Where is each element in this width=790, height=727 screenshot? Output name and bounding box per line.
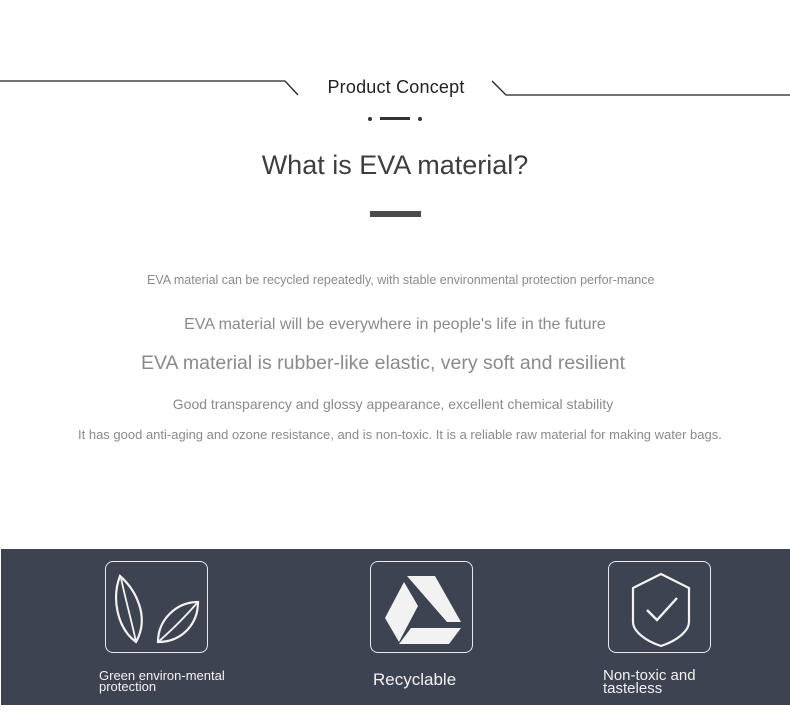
features-band xyxy=(1,549,790,705)
paragraph-elastic: EVA material is rubber-like elastic, very soft and resilient xyxy=(140,352,626,374)
leaves-icon xyxy=(106,562,209,654)
paragraph-transparency: Good transparency and glossy appearance, excellent chemical stability xyxy=(172,396,614,412)
decor-dot-left xyxy=(368,117,372,121)
paragraph-recycled: EVA material can be recycled repeatedly, with stable environmental protection perfor-mance xyxy=(147,273,655,287)
feature-recyclable-label: Recyclable xyxy=(373,670,457,689)
decor-dot-right xyxy=(418,117,422,121)
shield-check-icon xyxy=(609,562,712,654)
feature-green-label: Green environ-mental protection xyxy=(99,668,225,694)
decor-dash xyxy=(380,117,410,120)
feature-nontoxic-box xyxy=(608,561,711,653)
feature-recyclable-box xyxy=(370,561,473,653)
feature-green-box xyxy=(105,561,208,653)
feature-nontoxic-label: Non-toxic and tasteless xyxy=(603,667,696,697)
section-title: Product Concept xyxy=(327,77,465,97)
paragraph-future: EVA material will be everywhere in people's life in the future xyxy=(184,316,606,333)
title-underline xyxy=(370,211,421,217)
paragraph-anti-aging: It has good anti-aging and ozone resistance, and is non-toxic. It is a reliable raw material for making water bags. xyxy=(78,427,722,442)
recycle-triangle-icon xyxy=(371,562,474,654)
page-title: What is EVA material? xyxy=(261,150,529,180)
